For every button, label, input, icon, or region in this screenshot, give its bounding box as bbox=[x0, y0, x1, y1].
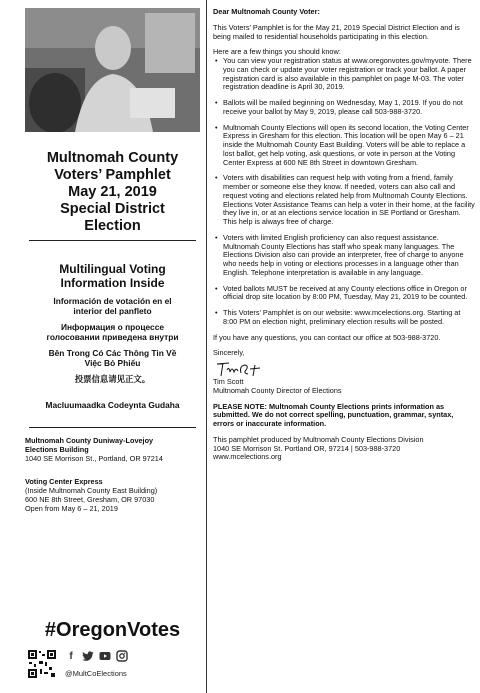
editorial-notice: PLEASE NOTE: Multnomah County Elections prints information as submitted. We do not correct spelling, punctuation, grammar, syntax, errors or inaccurate information. bbox=[213, 401, 454, 428]
facebook-icon[interactable]: f bbox=[69, 650, 73, 662]
voting-center-address bbox=[25, 477, 203, 513]
spanish-notice bbox=[25, 296, 200, 316]
vietnamese-line: Việc Bỏ Phiếu bbox=[84, 358, 141, 368]
footer-line: This pamphlet produced by Multnomah County Elections Division bbox=[213, 434, 424, 444]
somali-notice: Macluumaadka Codeynta Gudaha bbox=[45, 400, 180, 410]
multilingual-heading bbox=[25, 263, 200, 290]
title-line: May 21, 2019 bbox=[68, 184, 157, 200]
office-name: Multnomah County Duniway-Lovejoy bbox=[25, 436, 154, 445]
closing: Sincerely, bbox=[213, 348, 245, 358]
list-item: • Voters with limited English proficiency can also request assistance. Multnomah County Elections has staff who speak many languages. The Elections Division also can provide an interpreter, free of charge to anyone who needs help in voting or elections processes in a language other than English. Telephone interpretation is available in any language. bbox=[213, 234, 475, 278]
qr-code-icon[interactable] bbox=[27, 649, 57, 679]
footer-website[interactable]: www.mcelections.org bbox=[213, 452, 282, 462]
social-block bbox=[25, 649, 200, 685]
title-line: Special District bbox=[60, 201, 165, 217]
russian-notice bbox=[25, 322, 200, 342]
list-item: • Ballots will be mailed beginning on Wednesday, May 1, 2019. If you do not receive your ballot by May 9, 2019, please call 503-988-3720. bbox=[213, 99, 475, 117]
title-line: Multnomah County bbox=[46, 150, 179, 166]
info-list bbox=[213, 57, 475, 327]
list-item: • You can view your registration status at www.oregonvotes.gov/myvote. There you can check or update your voter registration or track your ballot. A paper registration card is also available in this pamphlet on page M-03. The voter registration deadline is April 30, 2019. bbox=[213, 57, 475, 92]
voting-center-name: Voting Center Express bbox=[25, 477, 103, 486]
vietnamese-notice bbox=[25, 348, 200, 368]
column-divider bbox=[206, 0, 207, 693]
russian-line: Информация о процессе bbox=[60, 322, 165, 332]
letter-column bbox=[213, 8, 475, 462]
voting-center-detail: (Inside Multnomah County East Building) bbox=[25, 486, 158, 495]
social-handle[interactable]: @MultCoElections bbox=[65, 669, 127, 678]
greeting: Dear Multnomah County Voter: bbox=[213, 7, 320, 16]
russian-line: голосовании приведена внутри bbox=[46, 332, 179, 342]
cover-photo-image bbox=[25, 8, 200, 132]
list-item: • Voters with disabilities can request help with voting from a friend, family member or someone else they know. If needed, voters can also call and request voting and elections related help from Multnomah County Elections. Elections Voter Assistance Teams can help a voter in their home, at the facility they live in, or at an elections service location in SE Portland or Gresham. This help is always free of charge. bbox=[213, 174, 475, 227]
pamphlet-title bbox=[25, 150, 200, 235]
list-item: • This Voters’ Pamphlet is on our website: www.mcelections.org. Starting at 8:00 PM on election night, preliminary election results will be posted. bbox=[213, 309, 475, 327]
youtube-icon[interactable] bbox=[99, 650, 111, 662]
contact-paragraph: If you have any questions, you can contact our office at 503-988-3720. bbox=[213, 332, 441, 342]
signer-name: Tim Scott bbox=[213, 377, 244, 386]
heading-line: Information Inside bbox=[60, 275, 165, 290]
heading-line: Multilingual Voting bbox=[59, 262, 166, 276]
intro-paragraph: This Voters’ Pamphlet is for the May 21, 2019 Special District Election and is being mailed to residential households participating in this election. bbox=[213, 22, 460, 41]
title-line: Election bbox=[84, 218, 141, 234]
left-column bbox=[25, 8, 200, 688]
lead-text: Here are a few things you should know: bbox=[213, 47, 341, 57]
vietnamese-line: Bên Trong Có Các Thông Tin Về bbox=[48, 348, 177, 358]
voting-center-street: 600 NE 8th Street, Gresham, OR 97030 bbox=[25, 495, 155, 504]
cover-photo bbox=[25, 8, 200, 132]
hashtag: #OregonVotes bbox=[44, 619, 181, 641]
divider bbox=[29, 427, 196, 428]
office-name: Elections Building bbox=[25, 445, 89, 454]
office-street: 1040 SE Morrison St., Portland, OR 97214 bbox=[25, 454, 163, 463]
list-item: • Multnomah County Elections will open its second location, the Voting Center Express in Gresham for this election. This location will be open May 6 – 21 inside the Multnomah County East Building. Voters will be able to replace a lost ballot, get help voting, ask questions, or vote in person at the Voting Center Express at 600 NE 8th Street in downtown Gresham. bbox=[213, 124, 475, 168]
footer bbox=[213, 436, 475, 462]
divider bbox=[29, 240, 196, 241]
footer-line: 1040 SE Morrison St. Portland OR, 97214 | 503-988-3720 bbox=[213, 443, 401, 453]
twitter-icon[interactable] bbox=[82, 650, 94, 662]
elections-office-address bbox=[25, 436, 203, 463]
signer-title: Multnomah County Director of Elections bbox=[213, 385, 342, 395]
voting-center-hours: Open from May 6 – 21, 2019 bbox=[25, 504, 118, 513]
list-item: • Voted ballots MUST be received at any County elections office in Oregon or official drop site location by 8:00 PM, Tuesday, May 21, 2019 to be counted. bbox=[213, 285, 475, 303]
signature-image bbox=[215, 360, 475, 378]
instagram-icon[interactable] bbox=[116, 650, 128, 662]
social-icons bbox=[65, 650, 128, 662]
title-line: Voters’ Pamphlet bbox=[54, 167, 171, 183]
chinese-notice: 投票信息请见正文。 bbox=[74, 374, 151, 384]
spanish-line: interior del panfleto bbox=[73, 306, 152, 316]
spanish-line: Información de votación en el bbox=[53, 296, 172, 306]
